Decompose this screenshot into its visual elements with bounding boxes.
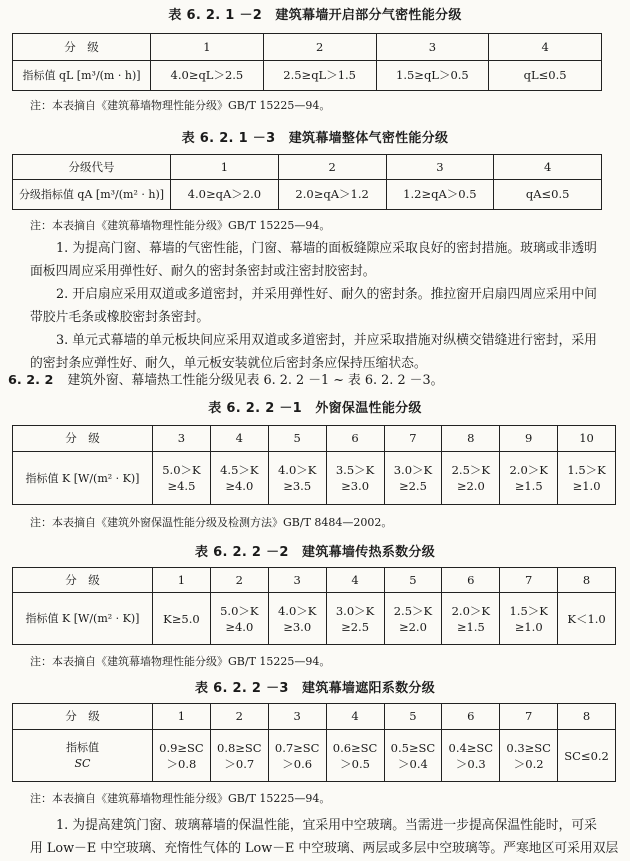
paragraph-line: 的密封条应弹性好、耐久，单元板安装就位后密封条应保持压缩状态。	[30, 356, 427, 371]
value-cell: 2.0≥qA＞1.2	[278, 180, 386, 210]
table-6-2-2-1	[12, 425, 616, 505]
value-cell	[210, 593, 268, 645]
value-cell	[210, 452, 268, 505]
cell-line: ≥1.0	[572, 479, 601, 493]
table-caption-6-2-1-2: 表 6. 2. 1 －2 建筑幕墙开启部分气密性能分级	[168, 8, 462, 23]
header-cell: 4	[210, 426, 268, 452]
value-cell	[326, 593, 384, 645]
header-cell: 分级代号	[13, 155, 171, 180]
row-label	[13, 730, 153, 782]
row-label-line: 指标值	[66, 740, 99, 754]
section-heading	[8, 371, 443, 391]
cell-line: 5.0＞K	[162, 463, 201, 477]
table-note: 注：本表摘自《建筑幕墙物理性能分级》GB/T 15225—94。	[30, 655, 331, 668]
cell-line: 3.5＞K	[335, 463, 375, 477]
table-note: 注：本表摘自《建筑外窗保温性能分级及检测方法》GB/T 8484—2002。	[30, 516, 393, 529]
header-cell: 7	[384, 426, 442, 452]
cell-line: 5.0＞K	[220, 603, 259, 618]
table-6-2-1-3	[12, 154, 602, 210]
value-cell	[210, 730, 268, 782]
paragraph-line: 3. 单元式幕墙的单元板块间应采用双道或多道密封，并应采取措施对纵横交错缝进行密封，采用	[56, 333, 597, 348]
header-cell: 8	[442, 426, 500, 452]
cell-line: ≥4.0	[225, 619, 254, 634]
value-cell: 1.5≥qL＞0.5	[376, 61, 489, 91]
value-cell	[442, 730, 500, 782]
table-caption-6-2-2-1: 表 6. 2. 2 －1 外窗保温性能分级	[208, 401, 422, 416]
header-cell: 4	[326, 704, 384, 730]
body-paragraphs-2	[30, 814, 618, 860]
header-cell: 8	[558, 704, 616, 730]
paragraph-line: 面板四周应采用弹性好、耐久的密封条密封或注密封胶密封。	[30, 264, 376, 279]
cell-line: ＞0.5	[340, 756, 370, 771]
header-cell: 2	[210, 704, 268, 730]
value-cell	[442, 452, 500, 505]
cell-line: ≥3.5	[283, 479, 312, 493]
row-label: 分级指标值 qA [m³/(m² · h)]	[13, 180, 171, 210]
cell-line: 2.0＞K	[509, 463, 548, 477]
header-cell: 分 级	[13, 704, 153, 730]
value-cell	[558, 730, 616, 782]
cell-line: 2.5＞K	[393, 603, 433, 618]
cell-line: 0.5≥SC	[390, 740, 436, 755]
cell-line: 0.4≥SC	[448, 740, 494, 755]
value-cell	[384, 730, 442, 782]
table-note: 注：本表摘自《建筑幕墙物理性能分级》GB/T 15225—94。	[30, 219, 331, 232]
value-cell: 1.2≥qA＞0.5	[386, 180, 494, 210]
header-cell: 2	[263, 34, 376, 61]
header-cell: 5	[384, 704, 442, 730]
table-6-2-2-3	[12, 703, 616, 782]
cell-line: ≥3.0	[341, 479, 370, 493]
value-cell	[153, 730, 211, 782]
cell-line: SC≤0.2	[564, 748, 609, 763]
cell-line: ≥1.5	[514, 479, 543, 493]
header-cell: 9	[500, 426, 558, 452]
cell-line: ≥4.5	[167, 479, 196, 493]
value-cell: qA≤0.5	[494, 180, 602, 210]
cell-line: ≥2.5	[398, 479, 427, 493]
header-cell: 7	[500, 704, 558, 730]
cell-line: 0.6≥SC	[332, 740, 378, 755]
header-cell: 3	[376, 34, 489, 61]
cell-line: 4.0＞K	[277, 603, 317, 618]
cell-line: ≥1.5	[456, 619, 485, 634]
cell-line: 0.3≥SC	[506, 740, 551, 755]
cell-line: ＞0.8	[166, 756, 197, 771]
cell-line: ≥2.0	[456, 479, 485, 493]
cell-line: ＞0.2	[513, 756, 544, 771]
value-cell	[558, 593, 616, 645]
header-cell: 分 级	[13, 426, 153, 452]
row-label: 指标值 qL [m³/(m · h)]	[13, 61, 151, 91]
cell-line: K＜1.0	[567, 611, 606, 626]
header-cell: 8	[558, 568, 616, 593]
value-cell	[268, 593, 326, 645]
cell-line: ≥1.0	[514, 619, 543, 634]
value-cell	[268, 452, 326, 505]
table-caption-6-2-2-2: 表 6. 2. 2 －2 建筑幕墙传热系数分级	[194, 545, 436, 560]
cell-line: 4.0＞K	[277, 463, 317, 477]
header-cell: 5	[384, 568, 442, 593]
header-cell: 1	[171, 155, 279, 180]
value-cell	[500, 593, 558, 645]
paragraph-line: 带胶片毛条或橡胶密封条密封。	[30, 310, 210, 325]
header-cell: 1	[151, 34, 264, 61]
cell-line: K≥5.0	[163, 611, 200, 626]
cell-line: ≥2.5	[341, 619, 370, 634]
header-cell: 6	[326, 426, 384, 452]
value-cell	[268, 730, 326, 782]
cell-line: 1.5＞K	[567, 463, 606, 477]
header-cell: 6	[442, 704, 500, 730]
cell-line: 2.5＞K	[451, 463, 490, 477]
cell-line: 0.8≥SC	[217, 740, 262, 755]
value-cell	[326, 452, 384, 505]
paragraph-line: 2. 开启扇应采用双道或多道密封，并采用弹性好、耐久的密封条。推拉窗开启扇四周应采用中间	[56, 287, 597, 302]
value-cell	[153, 452, 211, 505]
table-caption-6-2-1-3: 表 6. 2. 1 －3 建筑幕墙整体气密性能分级	[181, 131, 449, 146]
value-cell: 4.0≥qA＞2.0	[171, 180, 279, 210]
header-cell: 5	[268, 426, 326, 452]
cell-line: ＞0.3	[455, 756, 486, 771]
value-cell	[384, 452, 442, 505]
header-cell: 4	[494, 155, 602, 180]
value-cell: qL≤0.5	[489, 61, 602, 91]
row-label: 指标值 K [W/(m² · K)]	[13, 452, 153, 505]
header-cell: 10	[558, 426, 616, 452]
value-cell	[442, 593, 500, 645]
header-cell: 3	[153, 426, 211, 452]
header-cell: 3	[386, 155, 494, 180]
header-cell: 2	[278, 155, 386, 180]
row-label-line: SC	[74, 756, 91, 770]
table-6-2-2-2	[12, 567, 616, 645]
cell-line: ≥2.0	[398, 619, 427, 634]
row-label: 指标值 K [W/(m² · K)]	[13, 593, 153, 645]
section-number: 6. 2. 2	[8, 373, 54, 388]
cell-line: 0.9≥SC	[159, 740, 204, 755]
header-cell: 分 级	[13, 34, 151, 61]
header-cell: 3	[268, 704, 326, 730]
header-cell: 6	[442, 568, 500, 593]
header-cell: 7	[500, 568, 558, 593]
cell-line: 1.5＞K	[509, 603, 548, 618]
value-cell	[558, 452, 616, 505]
header-cell: 2	[210, 568, 268, 593]
value-cell	[153, 593, 211, 645]
value-cell	[384, 593, 442, 645]
cell-line: 2.0＞K	[451, 603, 490, 618]
value-cell: 2.5≥qL＞1.5	[263, 61, 376, 91]
paragraph-line: 1. 为提高建筑门窗、玻璃幕墙的保温性能，宜采用中空玻璃。当需进一步提高保温性能时，可采	[56, 818, 597, 833]
cell-line: ＞0.4	[398, 756, 428, 771]
cell-line: ≥3.0	[283, 619, 312, 634]
cell-line: 3.0＞K	[335, 603, 375, 618]
body-paragraphs	[30, 237, 618, 375]
section-text: 建筑外窗、幕墙热工性能分级见表 6. 2. 2 －1 ~ 表 6. 2. 2 －3。	[67, 373, 444, 388]
header-cell: 4	[489, 34, 602, 61]
cell-line: 4.5＞K	[220, 463, 259, 477]
header-cell: 分 级	[13, 568, 153, 593]
cell-line: ＞0.6	[282, 756, 313, 771]
value-cell	[500, 452, 558, 505]
header-cell: 1	[153, 568, 211, 593]
header-cell: 4	[326, 568, 384, 593]
table-note: 注：本表摘自《建筑幕墙物理性能分级》GB/T 15225—94。	[30, 792, 331, 805]
header-cell: 3	[268, 568, 326, 593]
value-cell	[326, 730, 384, 782]
paragraph-line: 用 Low－E 中空玻璃、充惰性气体的 Low－E 中空玻璃、两层或多层中空玻璃等。严寒地区可采用双层	[30, 841, 618, 856]
header-cell: 1	[153, 704, 211, 730]
table-caption-6-2-2-3: 表 6. 2. 2 －3 建筑幕墙遮阳系数分级	[194, 681, 436, 696]
paragraph-line: 1. 为提高门窗、幕墙的气密性能，门窗、幕墙的面板缝隙应采取良好的密封措施。玻璃或非透明	[56, 241, 597, 256]
table-note: 注：本表摘自《建筑幕墙物理性能分级》GB/T 15225—94。	[30, 99, 331, 112]
cell-line: 3.0＞K	[393, 463, 433, 477]
cell-line: ≥4.0	[225, 479, 254, 493]
value-cell: 4.0≥qL＞2.5	[151, 61, 264, 91]
value-cell	[500, 730, 558, 782]
cell-line: ＞0.7	[224, 756, 255, 771]
table-6-2-1-2	[12, 33, 602, 91]
cell-line: 0.7≥SC	[274, 740, 320, 755]
